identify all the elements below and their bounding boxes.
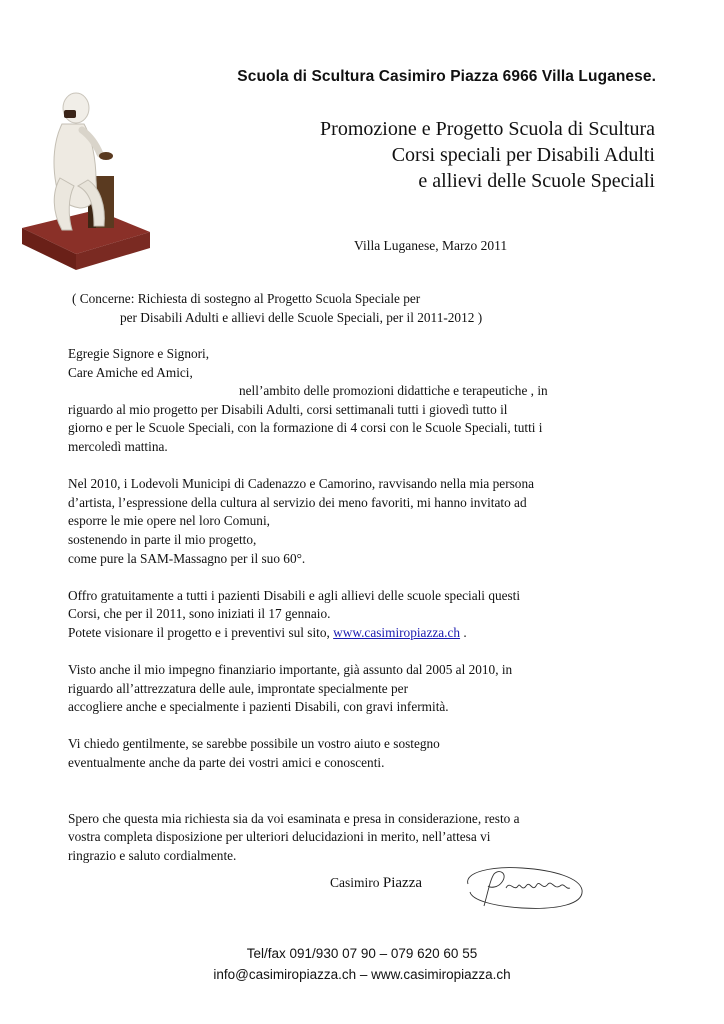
link-prefix: Potete visionare il progetto e i preventivi sul sito, [68,624,334,640]
subject-line-1: ( Concerne: Richiesta di sostegno al Progetto Scuola Speciale per [72,291,421,306]
paragraph-line: d’artista, l’espressione della cultura al servizio dei meno favoriti, mi hanno invitato ad [68,494,527,510]
statue-photo [18,80,152,272]
paragraph-2 [68,475,668,568]
paragraph-4 [68,661,668,717]
title-line-3: e allievi delle Scuole Speciali [418,170,655,192]
paragraph-line: Spero che questa mia richiesta sia da voi esaminata e presa in considerazione, resto a [68,810,520,826]
paragraph-line: eventualmente anche da parte dei vostri amici e conoscenti. [68,755,385,771]
school-header: Scuola di Scultura Casimiro Piazza 6966 Villa Luganese. [237,68,656,85]
signature-name [330,875,422,892]
paragraph-line: giorno e per le Scuole Speciali, con la formazione di 4 corsi con le Scuole Speciali, tutti i [68,420,543,436]
paragraph-line: vostra completa disposizione per ulteriori delucidazioni in merito, nell’attesa vi [68,829,491,845]
document-title [320,116,655,194]
paragraph-line: accogliere anche e specialmente i pazienti Disabili, con gravi infermità. [68,699,449,715]
paragraph-5 [68,735,668,772]
paragraph-line: ringrazio e saluto cordialmente. [68,847,237,863]
paragraph-line-with-link [68,624,668,643]
subject-line-2: per Disabili Adulti e allievi delle Scuole Speciali, per il 2011-2012 ) [120,309,483,325]
paragraph-line: come pure la SAM-Massagno per il suo 60°. [68,550,306,566]
handwritten-signature [462,862,586,912]
paragraph-1 [68,382,668,456]
date-line: Villa Luganese, Marzo 2011 [354,238,508,253]
paragraph-line: riguardo all’attrezzatura delle aule, improntate specialmente per [68,680,409,696]
link-suffix: . [460,624,467,640]
paragraph-line: Offro gratuitamente a tutti i pazienti Disabili e agli allievi delle scuole speciali questi [68,587,521,603]
paragraph-line: mercoledì mattina. [68,438,168,454]
footer-phone: Tel/fax 091/930 07 90 – 079 620 60 55 [246,946,478,961]
footer [120,943,604,985]
paragraph-line: sostenendo in parte il mio progetto, [68,531,257,547]
letter-body [68,345,668,865]
footer-contact: info@casimiropiazza.ch – www.casimiropiazza.ch [213,967,511,982]
website-link[interactable]: www.casimiropiazza.ch [333,624,461,640]
paragraph-6 [68,810,668,866]
signature-first-name: Casimiro [330,875,380,890]
paragraph-line: Visto anche il mio impegno finanziario importante, già assunto dal 2005 al 2010, in [68,662,513,678]
paragraph-line: esporre le mie opere nel loro Comuni, [68,513,270,529]
paragraph-line: riguardo al mio progetto per Disabili Adulti, corsi settimanali tutti i giovedì tutto il [68,401,508,417]
title-line-1: Promozione e Progetto Scuola di Scultura [320,118,655,140]
greeting-line-2: Care Amiche ed Amici, [68,364,193,380]
paragraph-line: Vi chiedo gentilmente, se sarebbe possibile un vostro aiuto e sostegno [68,736,440,752]
paragraph-line: Corsi, che per il 2011, sono iniziati il 17 gennaio. [68,606,331,622]
signature-surname: Piazza [382,875,423,891]
greeting-line-1: Egregie Signore e Signori, [68,346,210,361]
paragraph-line: nell’ambito delle promozioni didattiche e terapeutiche , in [239,383,548,399]
paragraph-line: Nel 2010, i Lodevoli Municipi di Cadenazzo e Camorino, ravvisando nella mia persona [68,476,535,492]
paragraph-3 [68,587,668,643]
subject-line [72,290,482,327]
title-line-2: Corsi speciali per Disabili Adulti [391,144,655,166]
